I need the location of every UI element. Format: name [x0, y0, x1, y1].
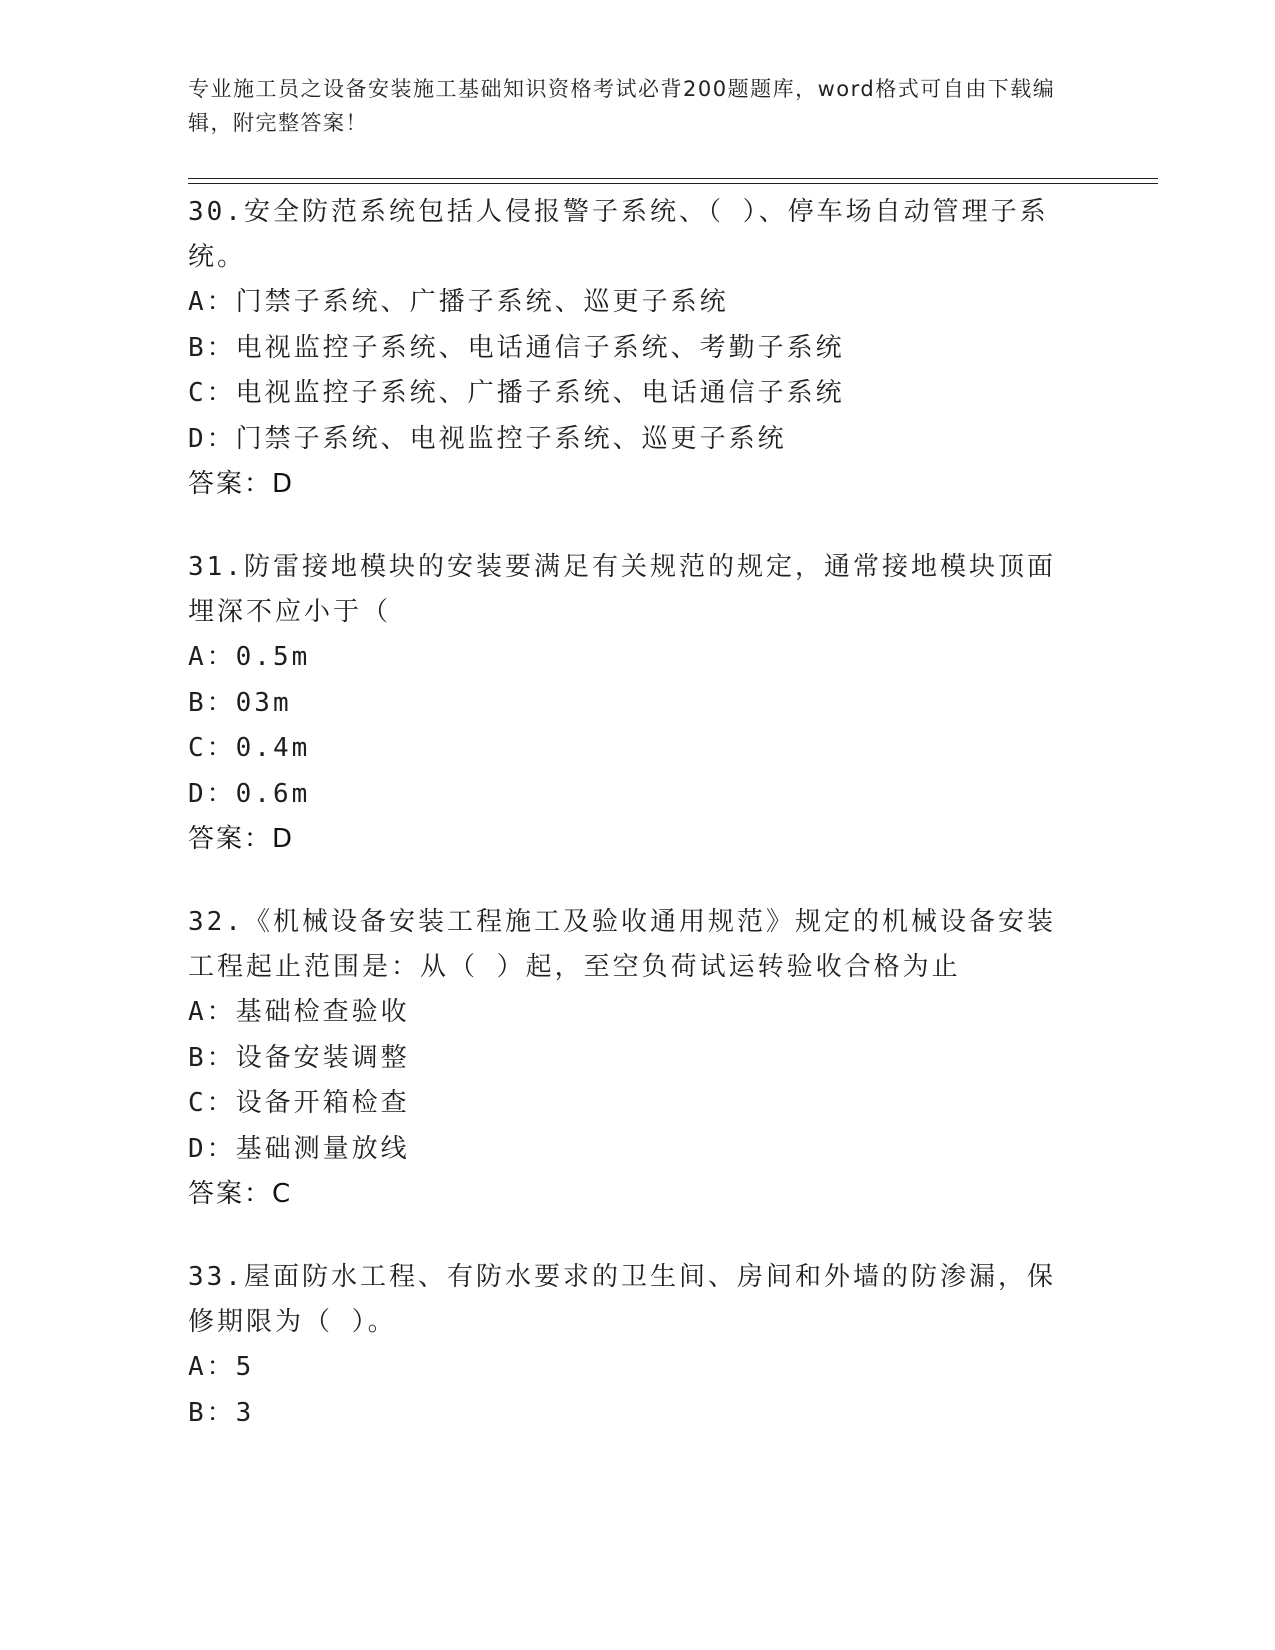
- question-31: [188, 545, 1088, 862]
- option-c: C：电视监控子系统、广播子系统、电话通信子系统: [188, 378, 845, 408]
- answer-label: 答案：C: [188, 1179, 293, 1209]
- header-divider-bottom: [188, 183, 1158, 184]
- option-b: B：3: [188, 1397, 255, 1428]
- option-b: B：设备安装调整: [188, 1042, 410, 1073]
- option-a: A：基础检查验收: [188, 997, 410, 1027]
- option-b: B：03m: [188, 687, 292, 718]
- option-d: D：门禁子系统、电视监控子系统、巡更子系统: [188, 423, 787, 454]
- document-intro: 专业施工员之设备安装施工基础知识资格考试必背200题题库，word格式可自由下载编辑，附完整答案！: [188, 77, 1056, 135]
- option-d: D：基础测量放线: [188, 1133, 410, 1164]
- option-c: C：设备开箱检查: [188, 1088, 410, 1118]
- option-a: A：0.5m: [188, 642, 311, 672]
- question-stem: 33.屋面防水工程、有防水要求的卫生间、房间和外墙的防渗漏，保修期限为（ ）。: [188, 1262, 1056, 1337]
- question-list: [188, 190, 1088, 1474]
- option-a: A：门禁子系统、广播子系统、巡更子系统: [188, 287, 729, 317]
- question-33: [188, 1255, 1088, 1436]
- question-32: [188, 900, 1088, 1217]
- option-b: B：电视监控子系统、电话通信子系统、考勤子系统: [188, 332, 845, 363]
- question-stem: 31.防雷接地模块的安装要满足有关规范的规定，通常接地模块顶面埋深不应小于（: [188, 552, 1056, 627]
- option-a: A：5: [188, 1352, 255, 1382]
- option-d: D：0.6m: [188, 778, 311, 809]
- question-30: [188, 190, 1088, 507]
- answer-label: 答案：D: [188, 824, 295, 854]
- question-stem: 30.安全防范系统包括人侵报警子系统、（ ）、停车场自动管理子系统。: [188, 197, 1049, 272]
- header-divider-top: [188, 178, 1158, 179]
- option-c: C：0.4m: [188, 733, 311, 763]
- question-stem: 32.《机械设备安装工程施工及验收通用规范》规定的机械设备安装工程起止范围是：从（ ）起，至空负荷试运转验收合格为止: [188, 907, 1056, 982]
- answer-label: 答案：D: [188, 469, 295, 499]
